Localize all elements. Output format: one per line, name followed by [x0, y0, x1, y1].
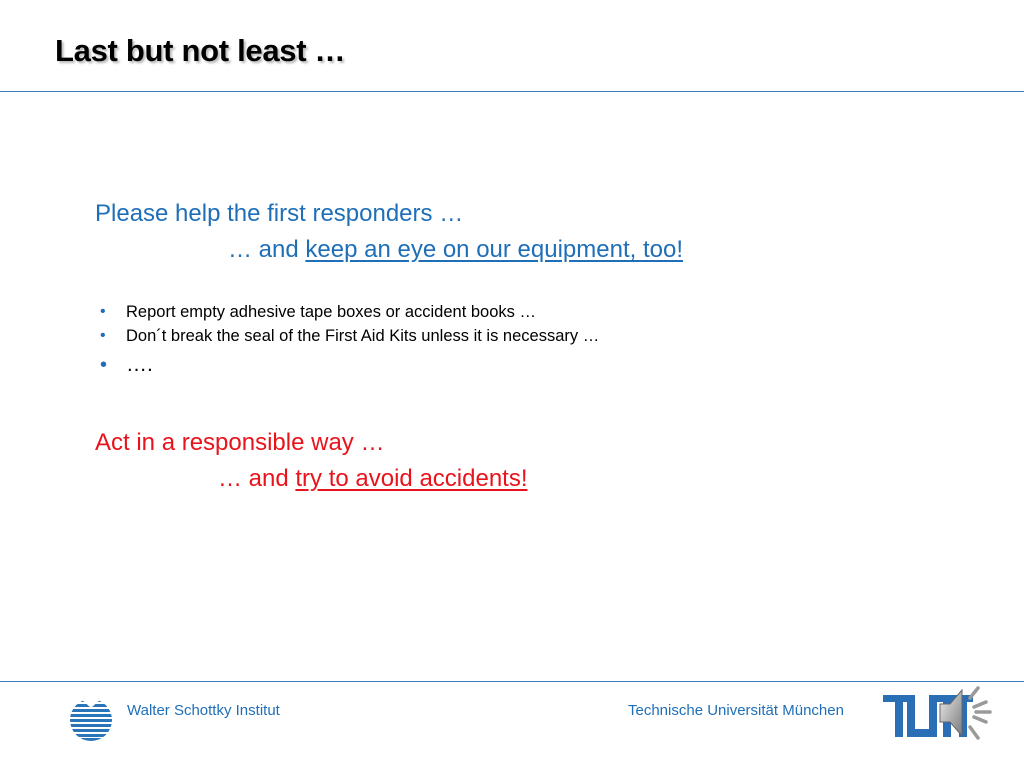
header-divider — [0, 91, 1024, 92]
bullet-dot-icon: • — [100, 327, 106, 344]
list-item — [100, 300, 599, 324]
act-line-2-prefix: … and — [218, 465, 296, 492]
bullet-dot-icon: • — [100, 303, 106, 320]
help-line-2-prefix: … and — [228, 236, 306, 263]
list-item — [100, 324, 599, 348]
bullet-text: Don´t break the seal of the First Aid Kits unless it is necessary … — [126, 327, 600, 345]
list-item — [100, 348, 599, 382]
bullet-text: …. — [126, 353, 153, 376]
wsi-logo-icon — [68, 697, 114, 741]
footer-university: Technische Universität München — [628, 702, 844, 719]
act-link-accidents[interactable]: try to avoid accidents! — [295, 465, 528, 492]
bullet-text: Report empty adhesive tape boxes or accident books … — [126, 303, 536, 321]
act-line-1: Act in a responsible way … — [95, 429, 385, 456]
slide-title: Last but not least … — [55, 33, 346, 68]
help-line-2 — [228, 236, 683, 264]
footer-divider — [0, 681, 1024, 682]
act-line-2 — [218, 465, 528, 493]
bullet-list — [100, 300, 599, 382]
speaker-icon[interactable] — [934, 680, 1004, 746]
bullet-dot-icon: • — [100, 354, 108, 376]
help-line-1: Please help the first responders … — [95, 200, 464, 227]
help-link-equipment[interactable]: keep an eye on our equipment, too! — [305, 236, 683, 263]
footer-institute: Walter Schottky Institut — [127, 702, 280, 719]
